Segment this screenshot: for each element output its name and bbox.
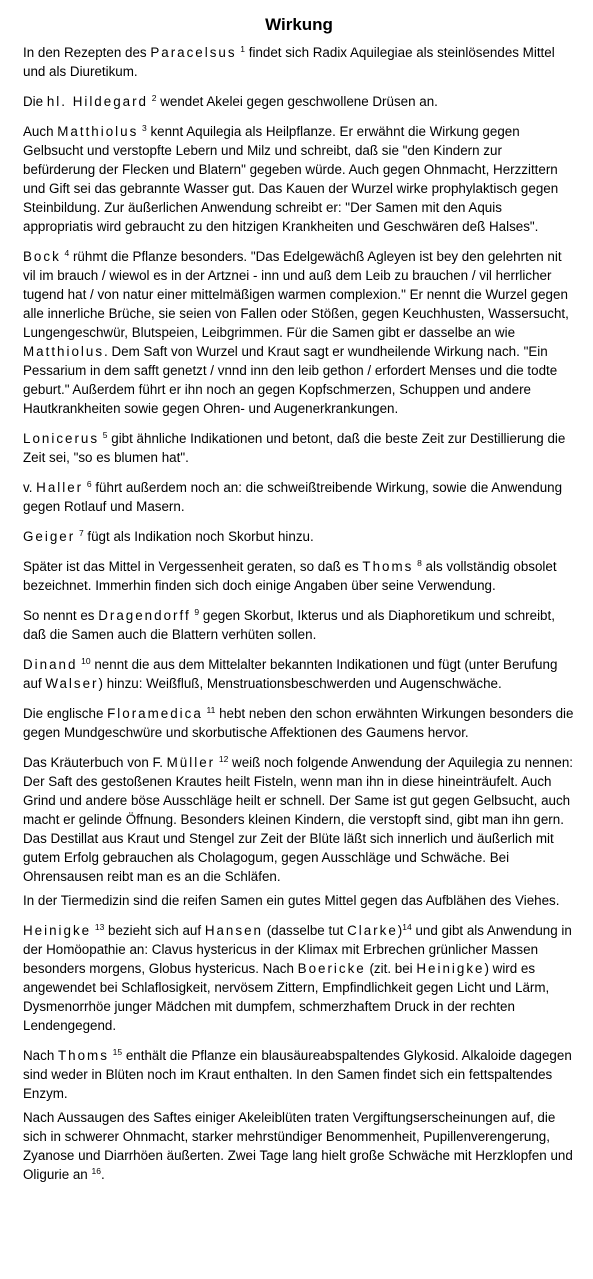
paragraph xyxy=(23,921,575,1035)
text-run: fügt als Indikation noch Skorbut hinzu. xyxy=(83,529,314,544)
text-run: rühmt die Pflanze besonders. "Das Edelgewächß Agleyen ist bey den gelehrten nit vil im brauch / wiewol es in der Artznei - inn und auß dem Leib zu brauchen / vil herrlicher tugend hat / von natur einer mittelmäßigen warmen complexion." Er nennt die Wurzel gegen alle innerliche Brüche, sie seien von Fallen oder Stößen, gegen Keuchhusten, Wassersucht, Lungengeschwür, Blutspeien, Leibgrimmen. Für die Samen gibt er dasselbe an wie xyxy=(23,249,569,340)
paragraph xyxy=(23,1046,575,1103)
footnote-marker: 8 xyxy=(417,558,422,568)
text-run: Das Kräuterbuch von F. xyxy=(23,755,167,770)
text-run: weiß noch folgende Anwendung der Aquilegia zu nennen: Der Saft des gestoßenen Krautes heilt Fisteln, wenn man ihn in diese hineinträufelt. Auch Grind und andere böse Ausschläge heilt er schnell. Der Same ist gut gegen Gelbsucht, auch macht er gelinde Öffnung. Besonders kleinen Kindern, die verstopft sind, gibt man ihn gern. Das Destillat aus Kraut und Stengel zur Zeit der Blüte läßt sich innerlich und äußerlich mit gutem Erfolg gebrauchen als Cholagogum, gegen Ausschläge und Schwäche. Bei Ohrensausen reibt man es an die Schläfen. xyxy=(23,755,574,884)
paragraph xyxy=(23,655,575,693)
author-name: Thoms xyxy=(57,1048,109,1063)
author-name: Thoms xyxy=(362,559,414,574)
text-run: nennt die aus dem Mittelalter bekannten Indikationen und fügt (unter Berufung auf xyxy=(23,657,558,691)
footnote-marker: 15 xyxy=(112,1047,123,1057)
paragraph xyxy=(23,891,575,910)
footnote-marker: 7 xyxy=(78,528,84,538)
paragraph xyxy=(23,92,575,111)
paragraph xyxy=(23,247,575,418)
text-run: So nennt es xyxy=(23,608,99,623)
text-run: Auch xyxy=(23,124,58,139)
document-body xyxy=(23,43,575,1184)
section-title: Wirkung xyxy=(265,15,333,34)
footnote-marker: 14 xyxy=(402,922,412,932)
author-name: hl. Hildegard xyxy=(46,94,149,109)
paragraph xyxy=(23,606,575,644)
author-name: Bock xyxy=(23,249,61,264)
text-run: ) hinzu: Weißfluß, Menstruationsbeschwerden und Augenschwäche. xyxy=(98,676,502,691)
text-run: hebt neben den schon erwähnten Wirkungen besonders die gegen Mundgeschwüre und skorbutische Affektionen des Gaumens hervor. xyxy=(23,706,574,740)
text-run: v. xyxy=(23,480,37,495)
author-name: Boericke xyxy=(297,961,366,976)
text-run: (zit. bei xyxy=(365,961,417,976)
author-name: Matthiolus xyxy=(57,124,139,139)
author-name: Geiger xyxy=(23,529,76,544)
author-name: Floramedica xyxy=(107,706,203,721)
author-name: Heinigke xyxy=(416,961,485,976)
author-name: Haller xyxy=(36,480,84,495)
text-run: und gibt als Anwendung in der Homöopathie an: Clavus hystericus in der Klimax mit Erbrechen grünlicher Massen besonders morgens, Globus hystericus. Nach xyxy=(23,923,572,976)
text-run: In der Tiermedizin sind die reifen Samen ein gutes Mittel gegen das Aufblähen des Viehes. xyxy=(23,893,560,908)
text-run: Die xyxy=(23,94,47,109)
text-run: Die englische xyxy=(23,706,108,721)
paragraph xyxy=(23,557,575,595)
paragraph xyxy=(23,478,575,516)
text-run: findet sich Radix Aquilegiae als steinlösendes Mittel und als Diuretikum. xyxy=(23,45,555,79)
text-run: als vollständig obsolet bezeichnet. Immerhin finden sich doch einige Angaben über seine Verwendung. xyxy=(23,559,557,593)
text-run: Nach xyxy=(23,1048,58,1063)
paragraph xyxy=(23,122,575,236)
paragraph xyxy=(23,527,575,546)
text-run: bezieht sich auf xyxy=(104,923,205,938)
text-run: Nach Aussaugen des Saftes einiger Akeleiblüten traten Vergiftungserscheinungen auf, die sich in schwerer Ohnmacht, starker mehrstündiger Benommenheit, Pupillenverengerung, Zyanose und Diarrhöen äußerten. Zwei Tage lang hielt große Schwäche mit Herzklopfen und Oligurie an xyxy=(23,1110,573,1182)
paragraph xyxy=(23,704,575,742)
text-run: In den Rezepten des xyxy=(23,45,151,60)
paragraph xyxy=(23,429,575,467)
footnote-marker: 5 xyxy=(102,430,108,440)
text-run: ) xyxy=(397,923,403,938)
author-name: Müller xyxy=(166,755,216,770)
footnote-marker: 9 xyxy=(194,607,200,617)
text-run: gibt ähnliche Indikationen und betont, daß die beste Zeit zur Destillierung die Zeit sei, "so es blumen hat". xyxy=(23,431,566,465)
footnote-marker: 3 xyxy=(142,123,147,133)
footnote-marker: 6 xyxy=(86,479,92,489)
author-name: Hansen xyxy=(204,923,263,938)
text-run: kennt Aquilegia als Heilpflanze. Er erwähnt die Wirkung gegen Gelbsucht und verstopfte Lebern und Milz und schreibt, daß sie "den Kindern zur befürderung der Flecken und Blatern" gegeben würde. Auch gegen Ohnmacht, Herzzittern und Gift sei das gebrannte Wasser gut. Das Kauen der Wurzel wirke prophylaktisch gegen Steinbildung. Zur äußerlichen Anwendung schreibt er: "Der Samen mit den Aquis appropriatis wird gebraucht zu den hitzigen Krankheiten und Geschwären deß Halses". xyxy=(23,124,559,234)
footnote-marker: 13 xyxy=(94,922,105,932)
text-run: gegen Skorbut, Ikterus und als Diaphoretikum und schreibt, daß die Samen auch die Blattern verhüten sollen. xyxy=(23,608,555,642)
footnote-marker: 11 xyxy=(206,705,216,715)
author-name: Dinand xyxy=(23,657,78,672)
paragraph xyxy=(23,1108,575,1184)
author-name: Clarke xyxy=(347,923,398,938)
author-name: Dragendorff xyxy=(98,608,191,623)
author-name: Heinigke xyxy=(23,923,92,938)
text-run: (dasselbe tut xyxy=(262,923,348,938)
text-run: . Dem Saft von Wurzel und Kraut sagt er wundheilende Wirkung nach. "Ein Pessarium in dem safft genetzt / vnnd inn den leib gethon / erfordert Menses und die todte geburt." Außerdem führt er ihn noch an gegen Kopfschmerzen, Schuppen und andere Hautkrankheiten sowie gegen Ohren- und Augenerkrankungen. xyxy=(23,344,558,416)
author-name: Matthiolus xyxy=(23,344,105,359)
text-run: Später ist das Mittel in Vergessenheit geraten, so daß es xyxy=(23,559,363,574)
text-run: enthält die Pflanze ein blausäureabspaltendes Glykosid. Alkaloide dagegen sind weder in Blüten noch im Kraut enthalten. In den Samen findet sich ein fettspaltendes Enzym. xyxy=(23,1048,572,1101)
footnote-marker: 2 xyxy=(151,93,157,103)
text-run: führt außerdem noch an: die schweißtreibende Wirkung, sowie die Anwendung gegen Rotlauf und Masern. xyxy=(23,480,563,514)
author-name: Walser xyxy=(45,676,99,691)
text-run: . xyxy=(100,1167,105,1182)
author-name: Paracelsus xyxy=(150,45,237,60)
paragraph xyxy=(23,43,575,81)
author-name: Lonicerus xyxy=(23,431,100,446)
footnote-marker: 16 xyxy=(91,1166,101,1176)
footnote-marker: 1 xyxy=(240,44,246,54)
text-run: ) wird es angewendet bei Schlaflosigkeit, nervösem Zittern, Empfindlichkeit gegen Licht und Lärm, Dysmenorrhöe junger Mädchen mit dumpfem, schmerzhaftem Druck in der rechten Lendengegend. xyxy=(23,961,550,1033)
paragraph xyxy=(23,753,575,886)
text-run: wendet Akelei gegen geschwollene Drüsen an. xyxy=(156,94,438,109)
footnote-marker: 4 xyxy=(64,248,70,258)
footnote-marker: 12 xyxy=(218,754,229,764)
footnote-marker: 10 xyxy=(81,656,91,666)
